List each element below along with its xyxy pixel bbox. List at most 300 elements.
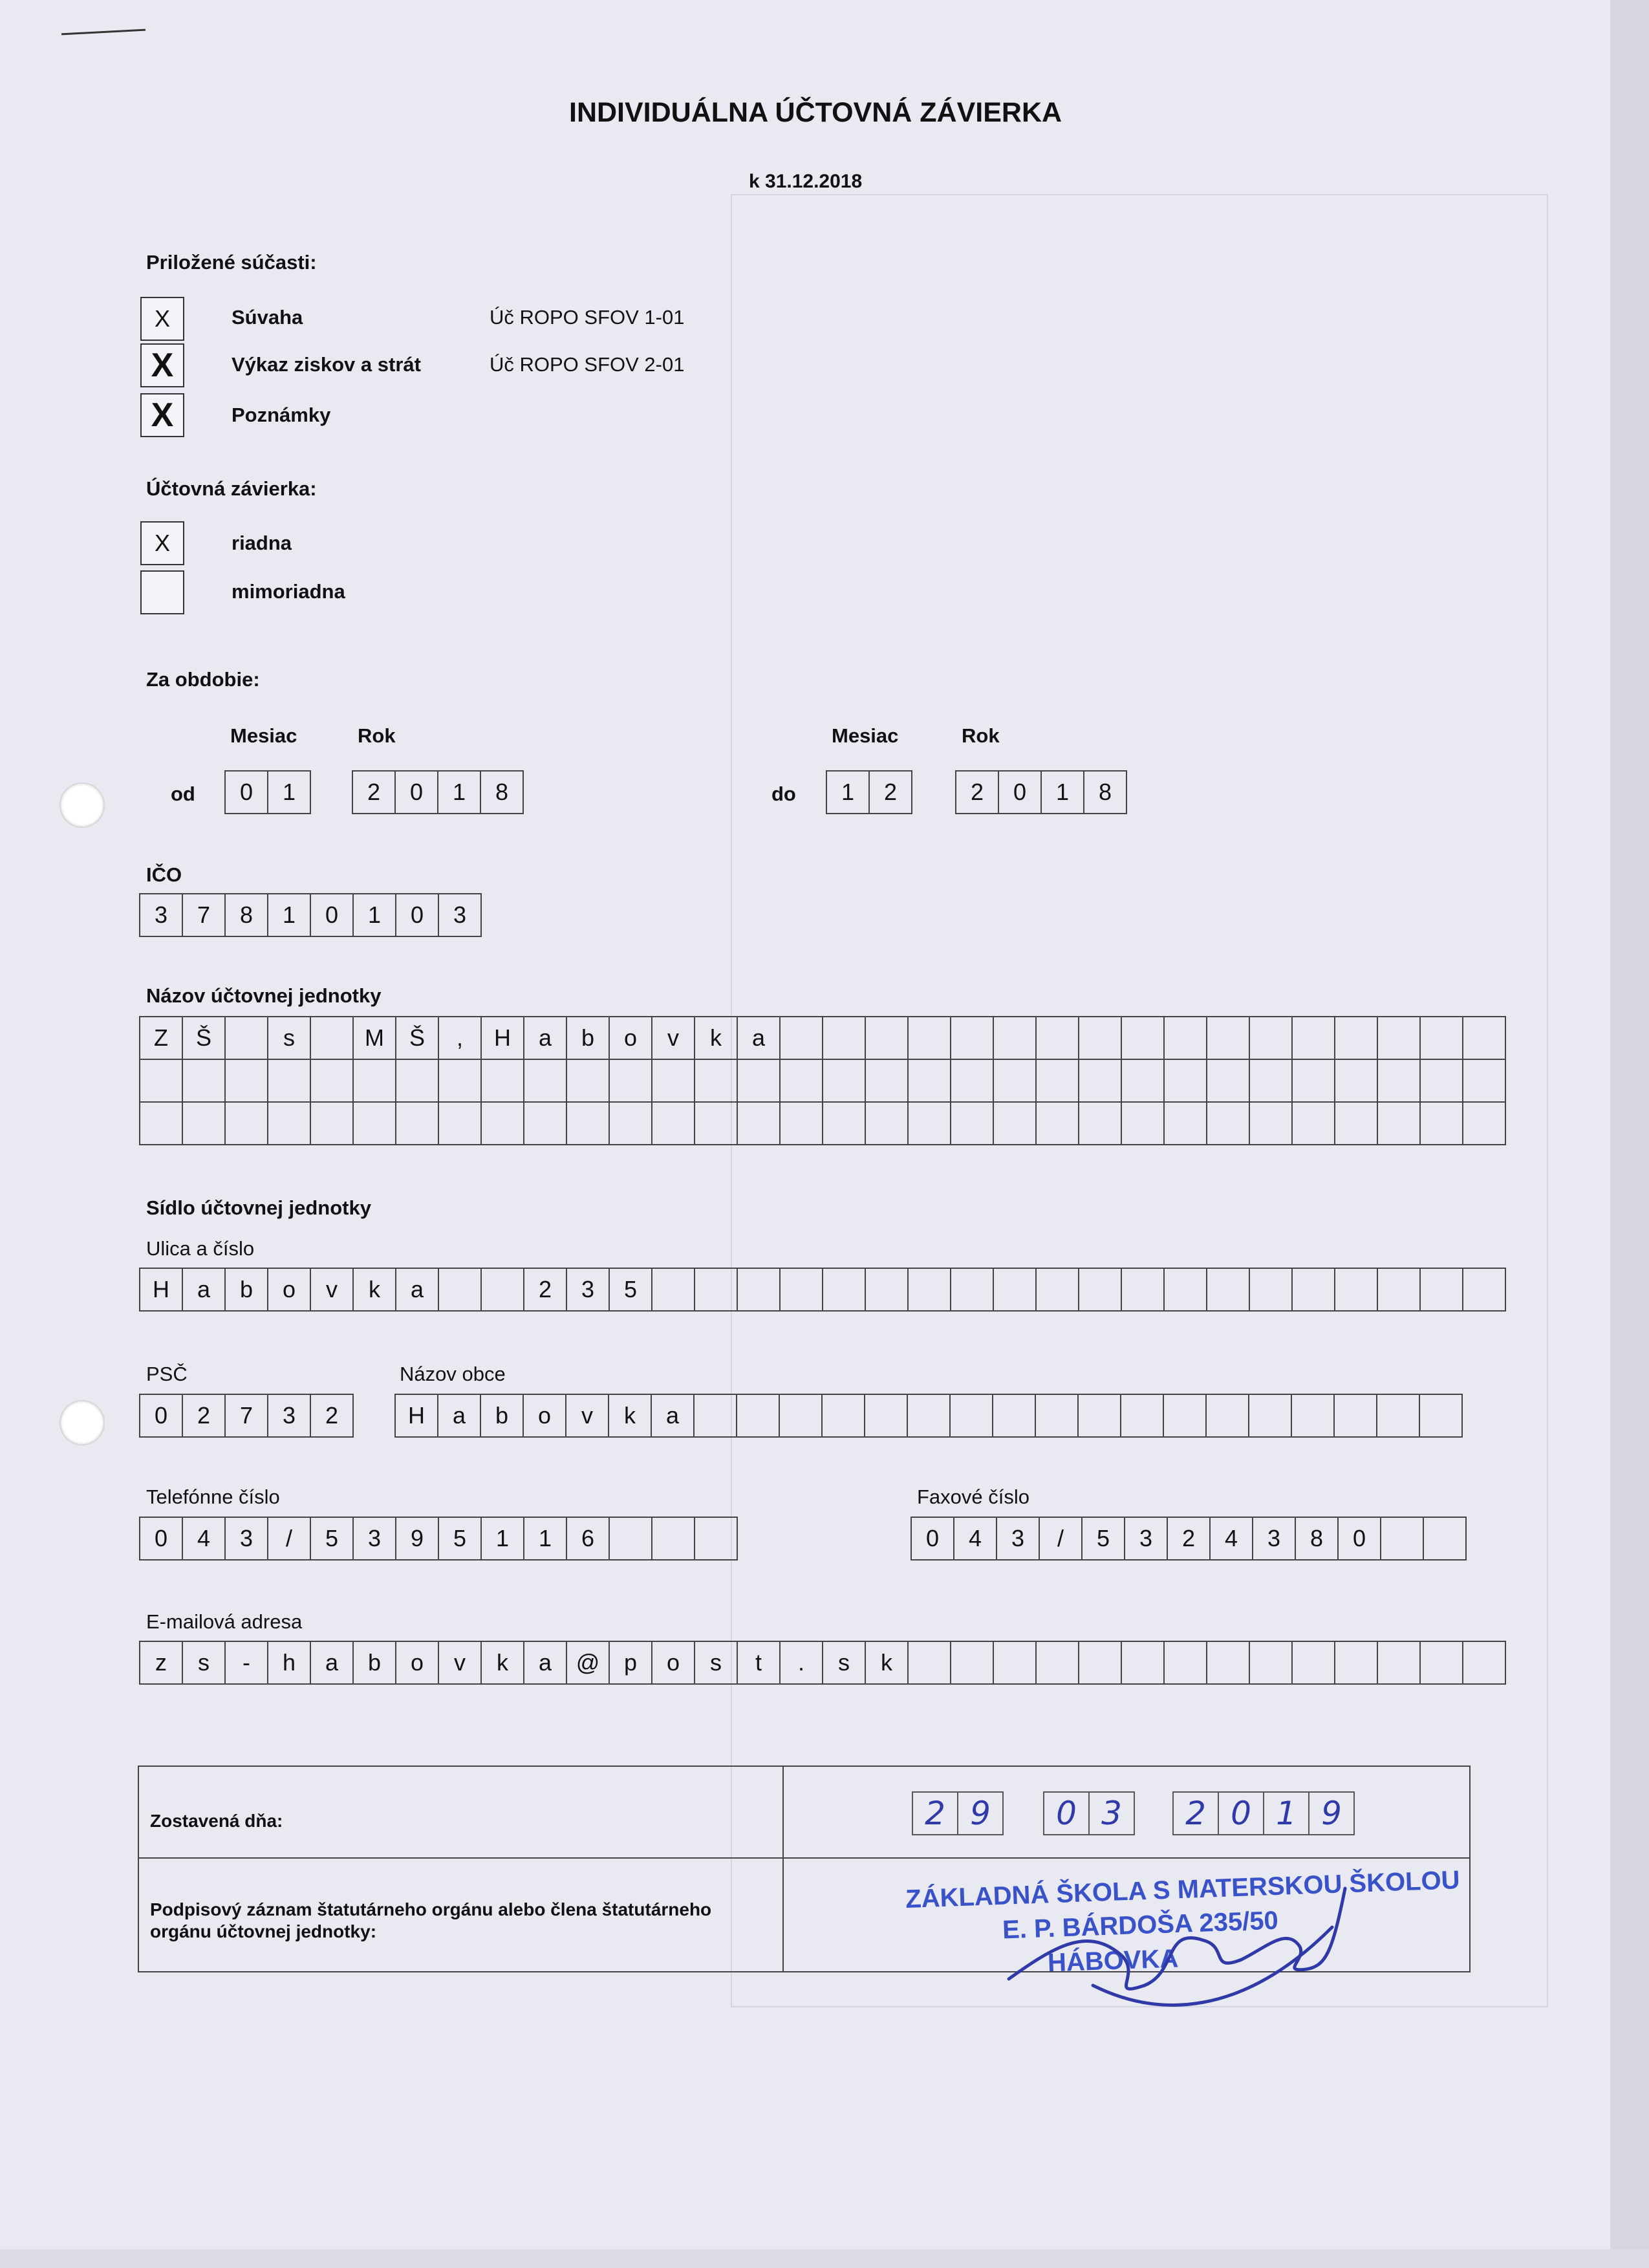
char-cell [951, 1642, 994, 1685]
char-cell [226, 1060, 268, 1103]
char-cell [1421, 1642, 1463, 1685]
char-cell [951, 1017, 994, 1060]
char-cell [993, 1395, 1036, 1438]
compiled-date-label: Zostavená dňa: [150, 1811, 283, 1831]
char-cell [994, 1269, 1037, 1312]
char-cell: v [439, 1642, 482, 1685]
char-cell: o [652, 1642, 695, 1685]
char-cell [1378, 1269, 1421, 1312]
char-cell: @ [567, 1642, 610, 1685]
char-cell [354, 1060, 396, 1103]
char-cell: a [396, 1269, 439, 1312]
char-cell: s [268, 1017, 311, 1060]
char-cell: 0 [226, 772, 268, 814]
char-cell [781, 1269, 823, 1312]
handwritten-digit: 2 [913, 1791, 958, 1835]
char-cell: 6 [567, 1518, 610, 1561]
char-cell: Š [183, 1017, 226, 1060]
compiled-day-boxes[interactable] [912, 1791, 1004, 1835]
handwritten-digit: 9 [1310, 1791, 1355, 1835]
char-cell: 3 [354, 1518, 396, 1561]
char-cell: Z [140, 1017, 183, 1060]
char-cell [994, 1060, 1037, 1103]
char-cell [1463, 1269, 1506, 1312]
handwritten-digit: 9 [958, 1791, 1004, 1835]
char-cell: - [226, 1642, 268, 1685]
statement-type-checkbox-mimoriadna[interactable] [140, 570, 184, 614]
char-cell: b [354, 1642, 396, 1685]
char-cell: 2 [353, 772, 396, 814]
char-cell [1335, 1017, 1378, 1060]
char-cell [140, 1103, 183, 1145]
attachment-checkbox-suvaha[interactable]: X [140, 297, 184, 341]
period-heading: Za obdobie: [146, 668, 260, 691]
char-cell [1335, 1103, 1378, 1145]
char-cell: s [183, 1642, 226, 1685]
char-cell [994, 1642, 1037, 1685]
char-cell [994, 1103, 1037, 1145]
char-cell [1079, 1103, 1122, 1145]
char-cell: 1 [524, 1518, 567, 1561]
char-cell: 0 [311, 894, 354, 937]
char-cell [1335, 1060, 1378, 1103]
to-month-boxes[interactable] [826, 770, 912, 814]
char-cell: 4 [1211, 1518, 1253, 1561]
handwritten-digit: 3 [1090, 1791, 1135, 1835]
char-cell [823, 1269, 866, 1312]
char-cell [695, 1060, 738, 1103]
phone-boxes[interactable] [139, 1517, 738, 1561]
street-label: Ulica a číslo [146, 1237, 255, 1260]
char-cell [396, 1103, 439, 1145]
statement-type-heading: Účtovná závierka: [146, 477, 317, 500]
char-cell [1122, 1060, 1165, 1103]
char-cell [866, 1017, 909, 1060]
char-cell [1165, 1103, 1207, 1145]
scan-right-edge [1610, 0, 1649, 2268]
char-cell [439, 1269, 482, 1312]
fax-boxes[interactable] [911, 1517, 1467, 1561]
char-cell: 0 [140, 1518, 183, 1561]
char-cell: 0 [912, 1518, 954, 1561]
char-cell [1292, 1395, 1335, 1438]
signature-label: Podpisový záznam štatutárneho orgánu alebo člena štatutárneho orgánu účtovnej jednotky: [150, 1899, 712, 1941]
char-cell [1381, 1518, 1424, 1561]
char-cell [268, 1103, 311, 1145]
char-cell [1121, 1395, 1164, 1438]
char-cell [781, 1060, 823, 1103]
char-cell: h [268, 1642, 311, 1685]
char-cell: p [610, 1642, 652, 1685]
as-of-date: k 31.12.2018 [749, 171, 863, 192]
char-cell [1207, 1017, 1250, 1060]
char-cell [524, 1060, 567, 1103]
char-cell: 2 [956, 772, 999, 814]
ico-label: IČO [146, 863, 182, 886]
char-cell: 8 [226, 894, 268, 937]
char-cell [951, 1103, 994, 1145]
char-cell: / [1040, 1518, 1083, 1561]
char-cell [1165, 1060, 1207, 1103]
attachment-name: Výkaz ziskov a strát [232, 353, 421, 376]
from-year-label: Rok [358, 724, 396, 747]
attachment-checkbox-poznamky[interactable]: X [140, 393, 184, 437]
char-cell [1207, 1269, 1250, 1312]
char-cell [354, 1103, 396, 1145]
char-cell: 5 [439, 1518, 482, 1561]
char-cell [909, 1269, 951, 1312]
char-cell [909, 1060, 951, 1103]
char-cell: 2 [524, 1269, 567, 1312]
to-month-label: Mesiac [832, 724, 899, 747]
char-cell [1378, 1103, 1421, 1145]
char-cell [1036, 1395, 1079, 1438]
char-cell [823, 1395, 865, 1438]
char-cell [1037, 1060, 1079, 1103]
char-cell: t [738, 1642, 781, 1685]
char-cell: 1 [827, 772, 870, 814]
char-cell [652, 1269, 695, 1312]
char-cell [610, 1518, 652, 1561]
char-cell: b [567, 1017, 610, 1060]
handwritten-digit: 0 [1044, 1791, 1090, 1835]
char-cell: a [652, 1395, 695, 1438]
char-cell [1293, 1642, 1335, 1685]
char-cell [1293, 1103, 1335, 1145]
char-cell: b [481, 1395, 524, 1438]
char-cell [865, 1395, 908, 1438]
char-cell [311, 1103, 354, 1145]
char-cell [866, 1060, 909, 1103]
char-cell: Š [396, 1017, 439, 1060]
city-label: Názov obce [400, 1363, 506, 1385]
attachment-code: Úč ROPO SFOV 1-01 [490, 306, 685, 329]
phone-label: Telefónne číslo [146, 1485, 280, 1508]
char-cell [1424, 1518, 1467, 1561]
from-label: od [171, 783, 195, 805]
char-cell [1293, 1269, 1335, 1312]
char-cell [1378, 1017, 1421, 1060]
char-cell [1335, 1395, 1377, 1438]
char-cell [226, 1017, 268, 1060]
attachment-name: Súvaha [232, 306, 303, 329]
char-cell: v [652, 1017, 695, 1060]
char-cell: 1 [1042, 772, 1084, 814]
char-cell [482, 1060, 524, 1103]
handwritten-digit: 2 [1174, 1791, 1219, 1835]
char-cell [1164, 1395, 1207, 1438]
char-cell: k [609, 1395, 652, 1438]
char-cell [311, 1017, 354, 1060]
char-cell: o [524, 1395, 566, 1438]
email-label: E-mailová adresa [146, 1610, 303, 1633]
char-cell [439, 1103, 482, 1145]
char-cell: M [354, 1017, 396, 1060]
char-cell [610, 1060, 652, 1103]
char-cell: 4 [954, 1518, 997, 1561]
char-cell [1250, 1103, 1293, 1145]
char-cell: 0 [140, 1395, 183, 1438]
char-cell: a [438, 1395, 481, 1438]
char-cell [1377, 1395, 1420, 1438]
char-cell [1165, 1017, 1207, 1060]
char-cell [1207, 1060, 1250, 1103]
char-cell: H [140, 1269, 183, 1312]
from-month-boxes[interactable] [224, 770, 311, 814]
char-cell: a [524, 1642, 567, 1685]
char-cell [1165, 1642, 1207, 1685]
char-cell [1122, 1017, 1165, 1060]
char-cell [823, 1017, 866, 1060]
char-cell [1378, 1642, 1421, 1685]
char-cell [183, 1103, 226, 1145]
char-cell [610, 1103, 652, 1145]
char-cell [1079, 1395, 1121, 1438]
char-cell: 1 [482, 1518, 524, 1561]
char-cell [226, 1103, 268, 1145]
char-cell [1207, 1395, 1249, 1438]
punch-hole [59, 783, 105, 828]
char-cell: 0 [999, 772, 1042, 814]
char-cell [1463, 1060, 1506, 1103]
char-cell: s [695, 1642, 738, 1685]
scan-pen-mark [61, 29, 146, 36]
char-cell [866, 1269, 909, 1312]
char-cell: a [738, 1017, 781, 1060]
char-cell [738, 1269, 781, 1312]
char-cell [1378, 1060, 1421, 1103]
char-cell [738, 1103, 781, 1145]
psc-label: PSČ [146, 1363, 188, 1385]
char-cell: b [226, 1269, 268, 1312]
char-cell [695, 1395, 737, 1438]
to-label: do [771, 783, 796, 805]
char-cell [737, 1395, 780, 1438]
fax-label: Faxové číslo [917, 1485, 1030, 1508]
char-cell [994, 1017, 1037, 1060]
char-cell: / [268, 1518, 311, 1561]
char-cell [823, 1060, 866, 1103]
char-cell [140, 1060, 183, 1103]
char-cell [1293, 1060, 1335, 1103]
unit-name-label: Názov účtovnej jednotky [146, 984, 382, 1007]
form-title: INDIVIDUÁLNA ÚČTOVNÁ ZÁVIERKA [569, 97, 1062, 128]
scan-bottom-edge [0, 2249, 1649, 2268]
char-cell [268, 1060, 311, 1103]
char-cell: 3 [439, 894, 482, 937]
char-cell: 2 [870, 772, 912, 814]
char-cell: 3 [226, 1518, 268, 1561]
char-cell: H [396, 1395, 438, 1438]
email-boxes[interactable] [139, 1641, 1506, 1685]
char-cell: 9 [396, 1518, 439, 1561]
char-cell: s [823, 1642, 866, 1685]
stamp-line-1: ZÁKLADNÁ ŠKOLA S MATERSKOU ŠKOLOU [905, 1866, 1461, 1914]
char-cell [1037, 1269, 1079, 1312]
char-cell: 8 [1084, 772, 1127, 814]
char-cell [738, 1060, 781, 1103]
char-cell [1335, 1642, 1378, 1685]
char-cell: 1 [438, 772, 481, 814]
char-cell: H [482, 1017, 524, 1060]
char-cell [781, 1103, 823, 1145]
char-cell: 3 [1125, 1518, 1168, 1561]
char-cell [909, 1103, 951, 1145]
char-cell [1335, 1269, 1378, 1312]
char-cell [524, 1103, 567, 1145]
char-cell [482, 1269, 524, 1312]
char-cell [396, 1060, 439, 1103]
char-cell [1079, 1017, 1122, 1060]
char-cell [1463, 1642, 1506, 1685]
char-cell [908, 1395, 951, 1438]
char-cell: . [781, 1642, 823, 1685]
unit-name-row-3[interactable] [139, 1101, 1506, 1145]
char-cell: 7 [226, 1395, 268, 1438]
char-cell [1037, 1017, 1079, 1060]
char-cell [1293, 1017, 1335, 1060]
char-cell: 2 [183, 1395, 226, 1438]
char-cell: a [183, 1269, 226, 1312]
char-cell [1037, 1642, 1079, 1685]
char-cell [1421, 1269, 1463, 1312]
char-cell [1165, 1269, 1207, 1312]
char-cell [951, 1395, 993, 1438]
char-cell: o [610, 1017, 652, 1060]
stamp-line-3: HÁBOVKA [1047, 1944, 1179, 1978]
psc-boxes[interactable] [139, 1394, 354, 1438]
char-cell [951, 1269, 994, 1312]
char-cell [823, 1103, 866, 1145]
from-year-boxes[interactable] [352, 770, 524, 814]
char-cell [781, 1017, 823, 1060]
char-cell [866, 1103, 909, 1145]
char-cell: v [311, 1269, 354, 1312]
char-cell [1249, 1395, 1292, 1438]
char-cell: o [396, 1642, 439, 1685]
handwritten-signature [996, 1850, 1358, 2031]
handwritten-digit: 0 [1219, 1791, 1264, 1835]
attachment-checkbox-vykaz[interactable]: X [140, 343, 184, 387]
attachment-code: Úč ROPO SFOV 2-01 [490, 353, 685, 376]
char-cell [183, 1060, 226, 1103]
char-cell: 1 [268, 772, 311, 814]
char-cell: v [566, 1395, 609, 1438]
statement-type-checkbox-riadna[interactable]: X [140, 521, 184, 565]
char-cell: 0 [396, 894, 439, 937]
char-cell [1420, 1395, 1463, 1438]
char-cell [951, 1060, 994, 1103]
char-cell [1122, 1103, 1165, 1145]
char-cell: 3 [140, 894, 183, 937]
char-cell [1037, 1103, 1079, 1145]
city-boxes[interactable] [394, 1394, 1463, 1438]
char-cell [482, 1103, 524, 1145]
char-cell [439, 1060, 482, 1103]
char-cell: 3 [567, 1269, 610, 1312]
char-cell [909, 1642, 951, 1685]
char-cell [695, 1518, 738, 1561]
char-cell: 8 [481, 772, 524, 814]
char-cell [780, 1395, 823, 1438]
char-cell [1250, 1642, 1293, 1685]
char-cell: 3 [1253, 1518, 1296, 1561]
char-cell [1207, 1642, 1250, 1685]
compiled-year-boxes[interactable] [1172, 1791, 1355, 1835]
char-cell [1250, 1017, 1293, 1060]
char-cell: 5 [1083, 1518, 1125, 1561]
char-cell: 1 [268, 894, 311, 937]
char-cell: 5 [610, 1269, 652, 1312]
char-cell: 4 [183, 1518, 226, 1561]
signature-stroke [1009, 1888, 1345, 1989]
to-year-boxes[interactable] [955, 770, 1127, 814]
char-cell: 7 [183, 894, 226, 937]
handwritten-digit: 1 [1264, 1791, 1310, 1835]
to-year-label: Rok [962, 724, 1000, 747]
char-cell: o [268, 1269, 311, 1312]
char-cell: 1 [354, 894, 396, 937]
char-cell [652, 1518, 695, 1561]
char-cell [1079, 1642, 1122, 1685]
char-cell [311, 1060, 354, 1103]
char-cell [1463, 1017, 1506, 1060]
street-boxes[interactable] [139, 1268, 1506, 1312]
char-cell [1079, 1060, 1122, 1103]
char-cell: a [524, 1017, 567, 1060]
ico-boxes[interactable] [139, 893, 482, 937]
char-cell [1079, 1269, 1122, 1312]
char-cell [652, 1060, 695, 1103]
stamp-line-2: E. P. BÁRDOŠA 235/50 [1002, 1906, 1279, 1945]
char-cell: 0 [1339, 1518, 1381, 1561]
char-cell: 2 [1168, 1518, 1211, 1561]
char-cell [1122, 1269, 1165, 1312]
char-cell: 2 [311, 1395, 354, 1438]
attachments-heading: Priložené súčasti: [146, 251, 317, 274]
char-cell [567, 1103, 610, 1145]
statement-type-label: riadna [232, 532, 292, 554]
char-cell: k [482, 1642, 524, 1685]
char-cell: , [439, 1017, 482, 1060]
unit-name-row-1[interactable] [139, 1016, 1506, 1060]
unit-name-row-2[interactable] [139, 1059, 1506, 1103]
char-cell [1421, 1103, 1463, 1145]
statement-type-label: mimoriadna [232, 580, 345, 603]
char-cell: 5 [311, 1518, 354, 1561]
char-cell [1122, 1642, 1165, 1685]
char-cell: a [311, 1642, 354, 1685]
char-cell: k [695, 1017, 738, 1060]
char-cell [695, 1269, 738, 1312]
char-cell [909, 1017, 951, 1060]
punch-hole [59, 1400, 105, 1445]
char-cell [1421, 1017, 1463, 1060]
char-cell: k [354, 1269, 396, 1312]
char-cell [1207, 1103, 1250, 1145]
char-cell [1421, 1060, 1463, 1103]
char-cell [695, 1103, 738, 1145]
char-cell: z [140, 1642, 183, 1685]
attachment-name: Poznámky [232, 404, 331, 426]
char-cell: 3 [268, 1395, 311, 1438]
char-cell [1250, 1060, 1293, 1103]
from-month-label: Mesiac [230, 724, 297, 747]
char-cell: k [866, 1642, 909, 1685]
char-cell: 0 [396, 772, 438, 814]
char-cell [567, 1060, 610, 1103]
compiled-month-boxes[interactable] [1043, 1791, 1135, 1835]
